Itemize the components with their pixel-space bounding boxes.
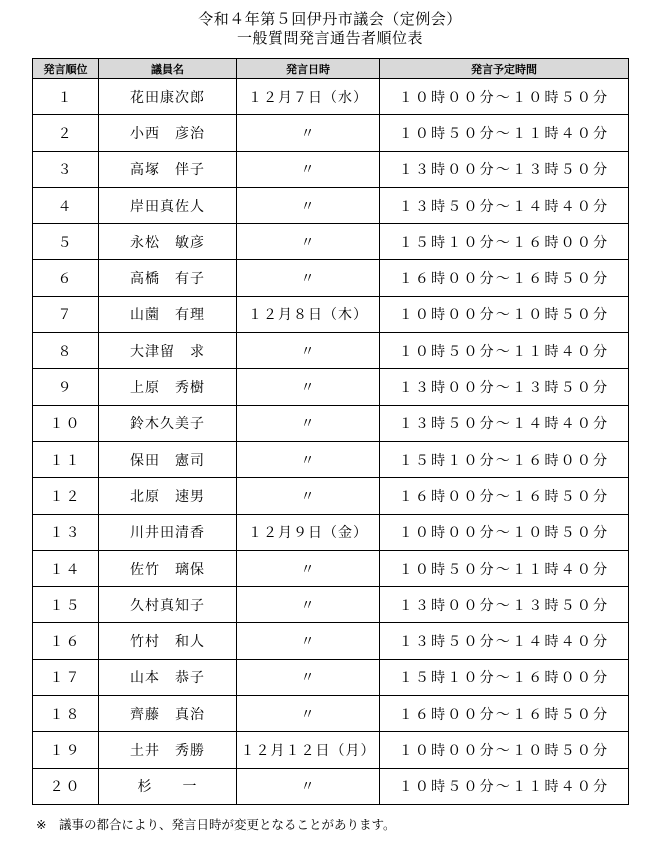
table-row [33,659,629,695]
table-row [33,224,629,260]
cell-speech-date: 〃 [237,187,380,223]
cell-speech-time: １５時１０分～１６時００分 [380,224,629,260]
cell-speech-date: １２月１２日（月） [237,732,380,768]
cell-speech-date: 〃 [237,151,380,187]
cell-speech-time: １０時００分～１０時５０分 [380,514,629,550]
title-line-session: 令和４年第５回伊丹市議会（定例会） [198,10,462,28]
cell-order: １０ [33,405,99,441]
cell-speech-date: 〃 [237,441,380,477]
speaker-order-table [32,58,629,805]
table-row [33,151,629,187]
cell-speech-date: 〃 [237,550,380,586]
cell-speech-time: １０時００分～１０時５０分 [380,296,629,332]
table-row [33,768,629,804]
cell-order: １８ [33,696,99,732]
table-row [33,405,629,441]
title-line-table-name: 一般質問発言通告者順位表 [236,29,423,47]
cell-speech-time: １０時５０分～１１時４０分 [380,550,629,586]
cell-speech-time: １５時１０分～１６時００分 [380,441,629,477]
cell-speech-date: 〃 [237,224,380,260]
cell-order: １５ [33,587,99,623]
cell-order: １６ [33,623,99,659]
cell-order: １４ [33,550,99,586]
document-title [0,10,660,48]
table-row [33,369,629,405]
cell-member-name: 土井 秀勝 [99,732,237,768]
cell-speech-time: １６時００分～１６時５０分 [380,478,629,514]
table-row [33,732,629,768]
cell-order: ５ [33,224,99,260]
footnote: ※ 議事の都合により、発言日時が変更となることがあります。 [36,817,396,832]
cell-speech-date: １２月９日（金） [237,514,380,550]
cell-member-name: 小西 彦治 [99,115,237,151]
table-row [33,296,629,332]
cell-speech-time: １０時５０分～１１時４０分 [380,333,629,369]
cell-order: ２ [33,115,99,151]
cell-speech-date: 〃 [237,333,380,369]
table-header-row [33,59,629,79]
table-row [33,260,629,296]
cell-speech-date: 〃 [237,587,380,623]
table-row [33,333,629,369]
cell-speech-time: １３時００分～１３時５０分 [380,151,629,187]
cell-speech-time: １０時５０分～１１時４０分 [380,115,629,151]
cell-order: ６ [33,260,99,296]
cell-speech-time: １６時００分～１６時５０分 [380,696,629,732]
cell-order: １３ [33,514,99,550]
cell-member-name: 竹村 和人 [99,623,237,659]
cell-speech-date: 〃 [237,659,380,695]
cell-speech-date: 〃 [237,115,380,151]
cell-order: １７ [33,659,99,695]
cell-member-name: 大津留 求 [99,333,237,369]
cell-speech-time: １３時００分～１３時５０分 [380,369,629,405]
cell-member-name: 保田 憲司 [99,441,237,477]
cell-member-name: 久村真知子 [99,587,237,623]
cell-member-name: 山薗 有理 [99,296,237,332]
cell-order: １９ [33,732,99,768]
cell-member-name: 杉 一 [99,768,237,804]
cell-member-name: 高塚 伴子 [99,151,237,187]
cell-speech-date: 〃 [237,623,380,659]
cell-member-name: 岸田真佐人 [99,187,237,223]
cell-member-name: 山本 恭子 [99,659,237,695]
table-row [33,478,629,514]
table-row [33,623,629,659]
cell-order: ４ [33,187,99,223]
cell-speech-time: １３時００分～１３時５０分 [380,587,629,623]
cell-speech-date: １２月８日（木） [237,296,380,332]
cell-member-name: 鈴木久美子 [99,405,237,441]
cell-speech-date: 〃 [237,260,380,296]
cell-speech-time: １０時００分～１０時５０分 [380,79,629,115]
table-row [33,187,629,223]
cell-member-name: 佐竹 璃保 [99,550,237,586]
cell-member-name: 北原 速男 [99,478,237,514]
cell-speech-time: １３時５０分～１４時４０分 [380,623,629,659]
table-row [33,696,629,732]
table-row [33,115,629,151]
cell-speech-date: 〃 [237,768,380,804]
table-row [33,514,629,550]
cell-order: １２ [33,478,99,514]
table-row [33,441,629,477]
cell-speech-time: １３時５０分～１４時４０分 [380,405,629,441]
header-order: 発言順位 [33,59,99,79]
cell-speech-time: １６時００分～１６時５０分 [380,260,629,296]
cell-speech-time: １３時５０分～１４時４０分 [380,187,629,223]
table-row [33,587,629,623]
cell-order: ７ [33,296,99,332]
cell-member-name: 川井田清香 [99,514,237,550]
table-row [33,550,629,586]
cell-member-name: 上原 秀樹 [99,369,237,405]
table-body [33,79,629,805]
cell-member-name: 高橋 有子 [99,260,237,296]
cell-order: ９ [33,369,99,405]
header-name: 議員名 [99,59,237,79]
cell-speech-date: 〃 [237,696,380,732]
cell-member-name: 齊藤 真治 [99,696,237,732]
cell-speech-time: １０時００分～１０時５０分 [380,732,629,768]
header-time: 発言予定時間 [380,59,629,79]
cell-order: １ [33,79,99,115]
cell-order: ８ [33,333,99,369]
cell-member-name: 永松 敏彦 [99,224,237,260]
cell-order: １１ [33,441,99,477]
cell-member-name: 花田康次郎 [99,79,237,115]
cell-speech-date: 〃 [237,369,380,405]
cell-speech-date: 〃 [237,405,380,441]
cell-order: ２０ [33,768,99,804]
cell-speech-date: １２月７日（水） [237,79,380,115]
cell-speech-time: １０時５０分～１１時４０分 [380,768,629,804]
cell-speech-date: 〃 [237,478,380,514]
cell-speech-time: １５時１０分～１６時００分 [380,659,629,695]
header-date: 発言日時 [237,59,380,79]
cell-order: ３ [33,151,99,187]
table-row [33,79,629,115]
